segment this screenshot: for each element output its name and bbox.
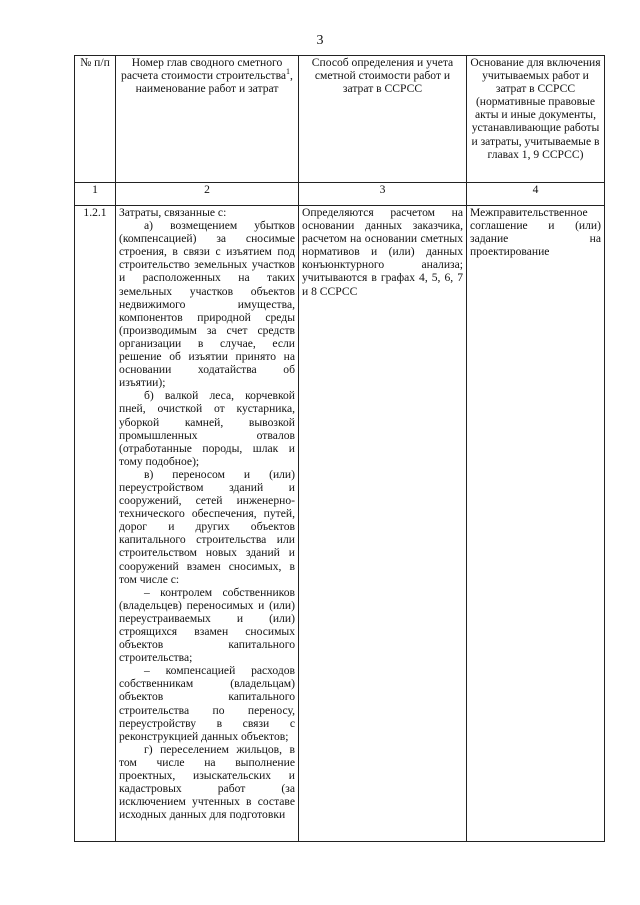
estimate-table [74, 55, 605, 842]
row-method: Определяются расчетом на основании данных заказчика, расчетом на основании сметных нормативов и (или) данных конъюнктурного анализа; учитываются в графах 4, 5, 6, 7 и 8 ССРСС [299, 206, 467, 842]
header-chapter-text: Номер глав сводного сметного расчета стоимости строительства [121, 56, 287, 83]
column-number-3: 3 [299, 183, 467, 206]
row-intro: Затраты, связанные с: [119, 206, 227, 219]
item-v-sub-2: – компенсацией расходов собственникам (владельцам) объектов капитального строительства по переносу, переустройству в связи с реконструкцией данных объектов; [119, 664, 295, 743]
item-a: а) возмещением убытков (компенсацией) за сносимые строения, в связи с изъятием под строительство земельных участков и расположенных на таких земельных участков объектов недвижимого имущества, компонентов природной среды (производимым за счет средств организации в случае, если решение об изъятии принято на основании ходатайства об изъятии); [119, 219, 295, 390]
header-chapter-tail: , наименование работ и затрат [135, 69, 293, 96]
header-row [75, 56, 605, 183]
row-number: 1.2.1 [75, 206, 116, 842]
column-number-2: 2 [116, 183, 299, 206]
column-number-1: 1 [75, 183, 116, 206]
item-v: в) переносом и (или) переустройством зданий и сооружений, сетей инженерно-технического обеспечения, путей, дорог и других объектов капитального строительства или строительством новых зданий и сооружений взамен сносимых, в том числе с: [119, 467, 295, 586]
header-num: № п/п [75, 56, 116, 183]
header-chapter-footnote: 1 [286, 67, 291, 77]
row-chapter-cell [116, 206, 299, 842]
table-row [75, 206, 605, 842]
row-basis: Межправительственное соглашение и (или) задание на проектирование [467, 206, 605, 842]
page-number: 3 [316, 33, 324, 48]
item-g: г) переселением жильцов, в том числе на выполнение проектных, изыскательских и кадастровых работ (за исключением учтенных в составе исходных данных для подготовки [119, 742, 295, 822]
column-number-4: 4 [467, 183, 605, 206]
header-basis: Основание для включения учитываемых работ и затрат в ССРСС (нормативные правовые акты и иные документы, устанавливающие работы и затраты, учитываемые в главах 1, 9 ССРСС) [467, 56, 605, 183]
item-b: б) валкой леса, корчевкой пней, очисткой от кустарника, уборкой камней, вывозкой промышленных отвалов (отработанные породы, шлак и тому подобное); [119, 389, 295, 468]
header-method: Способ определения и учета сметной стоимости работ и затрат в ССРСС [299, 56, 467, 183]
item-v-sub-1: – контролем собственников (владельцев) переносимых и (или) переустраиваемых и (или) строящихся взамен сносимых объектов капитального строительства; [119, 585, 295, 665]
column-number-row [75, 183, 605, 206]
header-chapter [116, 56, 299, 183]
